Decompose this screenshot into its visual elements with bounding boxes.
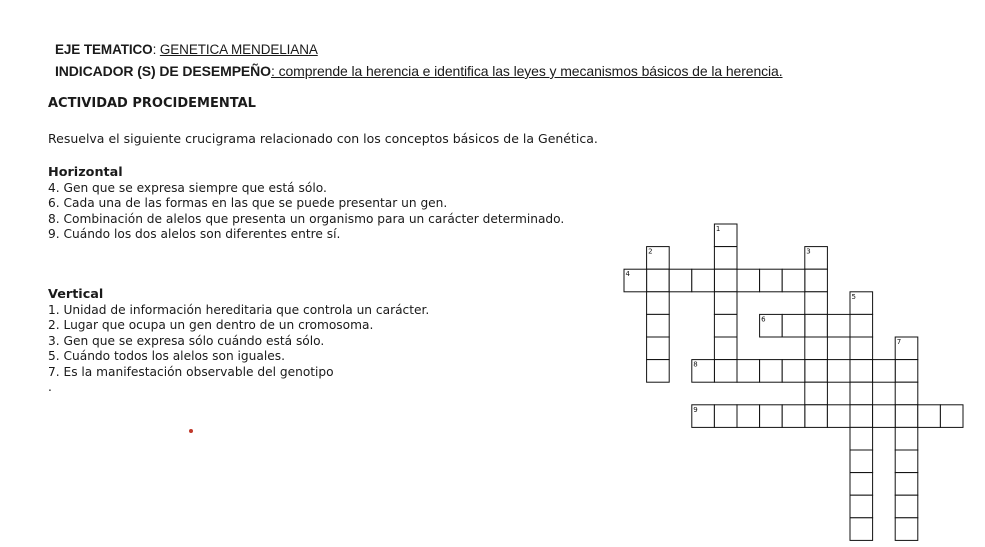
crossword-cell[interactable] [895, 427, 918, 450]
eje-sep: : [152, 42, 157, 57]
crossword-cell[interactable] [647, 360, 670, 383]
crossword-cell[interactable] [805, 405, 828, 428]
crossword-cell[interactable] [895, 518, 918, 541]
crossword-cell[interactable] [895, 450, 918, 473]
clue-h-4: 4. Gen que se expresa siempre que está sólo. [48, 180, 327, 195]
eje-label: EJE TEMATICO [55, 42, 153, 57]
clue-v-5: 5. Cuándo todos los alelos son iguales. [48, 349, 285, 363]
crossword-cell[interactable] [669, 269, 692, 292]
crossword-cell[interactable] [850, 405, 873, 428]
crossword-cell[interactable] [827, 314, 850, 337]
crossword-cell[interactable] [805, 382, 828, 405]
crossword-cell[interactable] [827, 405, 850, 428]
clue-v-7: 7. Es la manifestación observable del genotipo [48, 364, 334, 379]
crossword-cell[interactable] [873, 405, 896, 428]
crossword-number: 9 [693, 405, 698, 414]
crossword-cell[interactable] [647, 314, 670, 337]
crossword-cell[interactable] [714, 337, 737, 360]
eje-value: GENETICA MENDELIANA [159, 42, 318, 57]
horizontal-title: Horizontal [48, 165, 123, 180]
clue-h-8: 8. Combinación de alelos que presenta un organismo para un carácter determinado. [48, 211, 565, 226]
crossword-cell[interactable] [850, 360, 873, 383]
crossword-cell[interactable] [714, 360, 737, 383]
activity-intro: Resuelva el siguiente crucigrama relacionado con los conceptos básicos de la Genética. [48, 131, 598, 146]
indicador-value: : comprende la herencia e identifica las leyes y mecanismos básicos de la herencia. [270, 63, 783, 79]
crossword-number: 1 [715, 225, 721, 233]
crossword-cell[interactable] [850, 382, 873, 405]
crossword-cell[interactable] [714, 405, 737, 428]
crossword-cell[interactable] [895, 360, 918, 383]
crossword-cell[interactable] [850, 314, 873, 337]
crossword-cell[interactable] [760, 360, 783, 383]
crossword-cell[interactable] [850, 518, 873, 541]
crossword-cell[interactable] [647, 337, 670, 360]
crossword-cell[interactable] [647, 269, 670, 292]
crossword-cell[interactable] [782, 314, 805, 337]
crossword-cell[interactable] [760, 405, 783, 428]
crossword-cell[interactable] [827, 360, 850, 383]
clue-h-9: 9. Cuándo los dos alelos son diferentes entre sí. [48, 227, 341, 241]
crossword-cell[interactable] [850, 495, 873, 518]
clue-h-6: 6. Cada una de las formas en las que se puede presentar un gen. [48, 196, 448, 210]
crossword-number: 2 [648, 247, 653, 256]
crossword-cell[interactable] [737, 269, 760, 292]
crossword-cell[interactable] [692, 269, 715, 292]
crossword-number: 4 [625, 270, 630, 279]
crossword-cell[interactable] [873, 360, 896, 383]
crossword-cell[interactable] [805, 360, 828, 383]
crossword-number: 8 [693, 360, 698, 369]
crossword-cell[interactable] [850, 427, 873, 450]
indicador-label: INDICADOR (S) DE DESEMPEÑO [55, 63, 271, 79]
crossword-cell[interactable] [895, 495, 918, 518]
crossword-number: 7 [896, 338, 902, 346]
vertical-title: Vertical [48, 287, 104, 302]
crossword-cell[interactable] [714, 292, 737, 315]
crossword-cell[interactable] [782, 360, 805, 383]
crossword-cell[interactable] [895, 405, 918, 428]
crossword-cell[interactable] [737, 360, 760, 383]
crossword-cell[interactable] [714, 314, 737, 337]
crossword-cell[interactable] [737, 405, 760, 428]
crossword-number: 3 [806, 247, 811, 256]
crossword-cell[interactable] [805, 337, 828, 360]
crossword-cell[interactable] [940, 405, 963, 428]
crossword-cell[interactable] [760, 269, 783, 292]
clue-v-trailing-dot: . [48, 380, 52, 394]
crossword-cell[interactable] [714, 247, 737, 270]
crossword-cell[interactable] [805, 292, 828, 315]
crossword-cell[interactable] [805, 269, 828, 292]
crossword-cell[interactable] [782, 405, 805, 428]
crossword-cell[interactable] [850, 473, 873, 496]
crossword-number: 5 [851, 292, 856, 301]
crossword-cell[interactable] [647, 292, 670, 315]
clue-v-1: 1. Unidad de información hereditaria que controla un carácter. [48, 302, 430, 317]
crossword-cell[interactable] [782, 269, 805, 292]
clue-v-2: 2. Lugar que ocupa un gen dentro de un cromosoma. [48, 318, 374, 332]
crossword-cell[interactable] [714, 269, 737, 292]
crossword-cell[interactable] [850, 450, 873, 473]
crossword-cell[interactable] [895, 382, 918, 405]
crossword-number: 6 [761, 315, 766, 324]
clue-v-3: 3. Gen que se expresa sólo cuándo está sólo. [48, 333, 325, 348]
crossword-cell[interactable] [918, 405, 941, 428]
activity-title: ACTIVIDAD PROCIDEMENTAL [48, 96, 256, 111]
crossword-cell[interactable] [895, 473, 918, 496]
crossword-cell[interactable] [805, 314, 828, 337]
crossword-cell[interactable] [850, 337, 873, 360]
